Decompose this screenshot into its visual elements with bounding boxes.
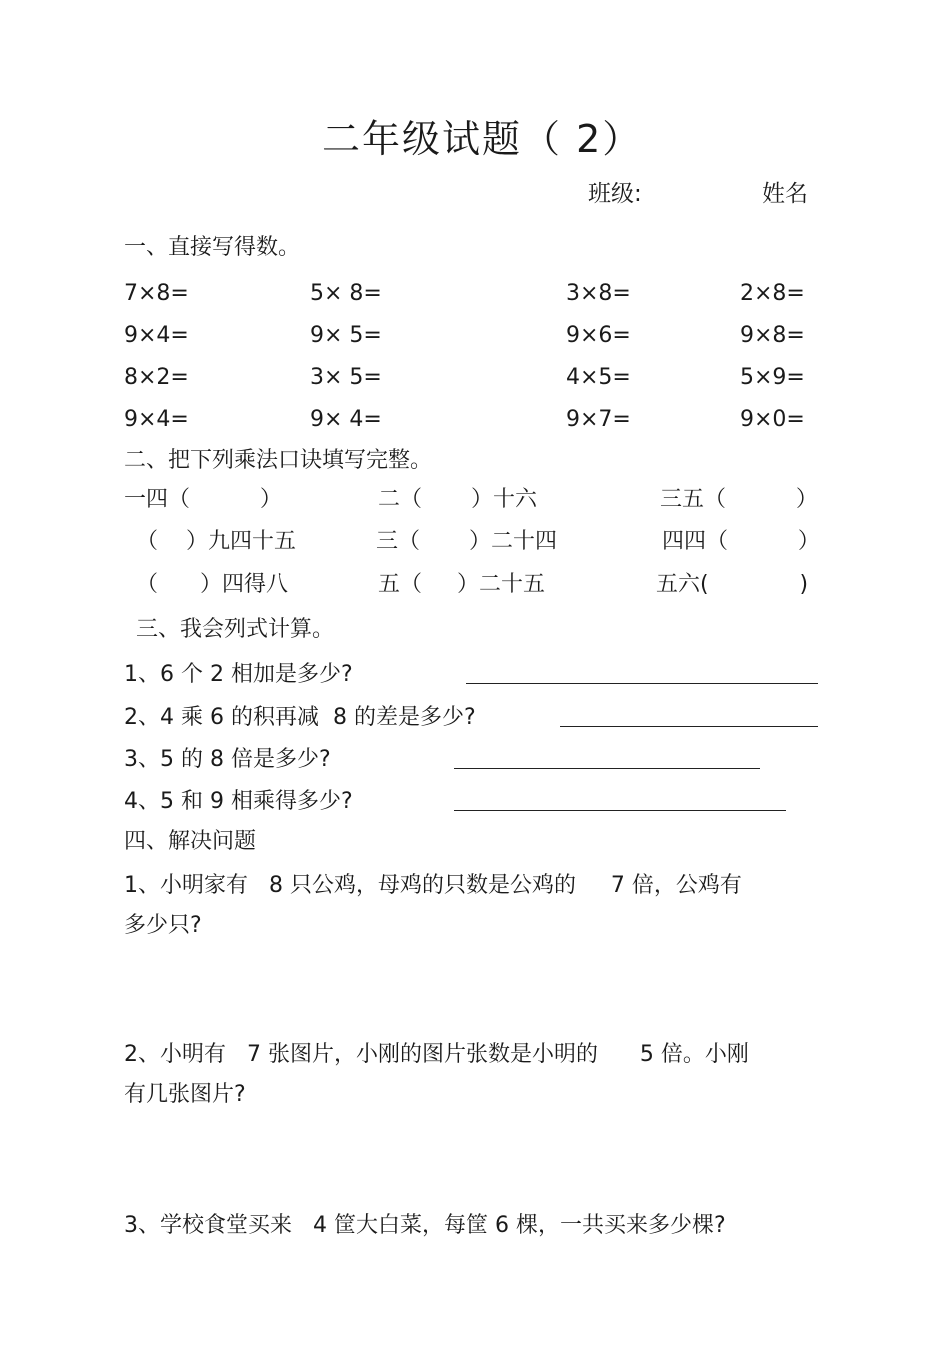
calc-item: 9× 5= <box>310 323 382 348</box>
fill-in-item: 二（ ）十六 <box>378 487 537 512</box>
answer-line <box>454 810 786 811</box>
answer-line <box>466 683 818 684</box>
word-problem-line: 2、小明有 7 张图片，小刚的图片张数是小明的 5 倍。小刚 <box>124 1042 749 1067</box>
calc-item: 9×4= <box>124 323 189 348</box>
calc-item: 2×8= <box>740 281 805 306</box>
page-title: 二年级试题（ 2） <box>322 117 643 161</box>
word-problem-line: 3、学校食堂买来 4 筐大白菜，每筐 6 棵，一共买来多少棵? <box>124 1213 726 1238</box>
section1-heading: 一、直接写得数。 <box>124 235 301 260</box>
calc-item: 9×8= <box>740 323 805 348</box>
section3-heading: 三、我会列式计算。 <box>136 617 335 642</box>
fill-in-item: 三五（ ） <box>660 487 818 512</box>
equation-question: 3、5 的 8 倍是多少? <box>124 747 331 772</box>
calc-item: 4×5= <box>566 365 631 390</box>
fill-in-item: 五（ ）二十五 <box>378 572 545 597</box>
equation-question: 1、6 个 2 相加是多少? <box>124 662 353 687</box>
answer-line <box>560 726 818 727</box>
calc-item: 7×8= <box>124 281 189 306</box>
word-problem-line: 1、小明家有 8 只公鸡，母鸡的只数是公鸡的 7 倍，公鸡有 <box>124 873 742 898</box>
calc-item: 9×6= <box>566 323 631 348</box>
class-label: 班级: <box>588 181 642 207</box>
calc-item: 9×7= <box>566 407 631 432</box>
calc-item: 5× 8= <box>310 281 382 306</box>
fill-in-item: 五六( ) <box>656 572 809 597</box>
fill-in-item: 四四（ ） <box>662 529 820 554</box>
fill-in-item: 三（ ）二十四 <box>376 529 557 554</box>
section2-heading: 二、把下列乘法口诀填写完整。 <box>124 448 433 473</box>
calc-item: 9×4= <box>124 407 189 432</box>
calc-item: 8×2= <box>124 365 189 390</box>
fill-in-item: （ ）九四十五 <box>136 529 296 554</box>
word-problem-line: 有几张图片? <box>124 1082 246 1107</box>
calc-item: 3×8= <box>566 281 631 306</box>
name-label: 姓名 <box>762 181 808 207</box>
calc-item: 5×9= <box>740 365 805 390</box>
calc-item: 3× 5= <box>310 365 382 390</box>
fill-in-item: 一四（ ） <box>124 487 282 512</box>
calc-item: 9× 4= <box>310 407 382 432</box>
word-problem-line: 多少只? <box>124 913 202 938</box>
equation-question: 2、4 乘 6 的积再减 8 的差是多少? <box>124 705 476 730</box>
section4-heading: 四、解决问题 <box>124 829 257 854</box>
fill-in-item: （ ）四得八 <box>136 572 288 597</box>
calc-item: 9×0= <box>740 407 805 432</box>
equation-question: 4、5 和 9 相乘得多少? <box>124 789 353 814</box>
answer-line <box>454 768 760 769</box>
